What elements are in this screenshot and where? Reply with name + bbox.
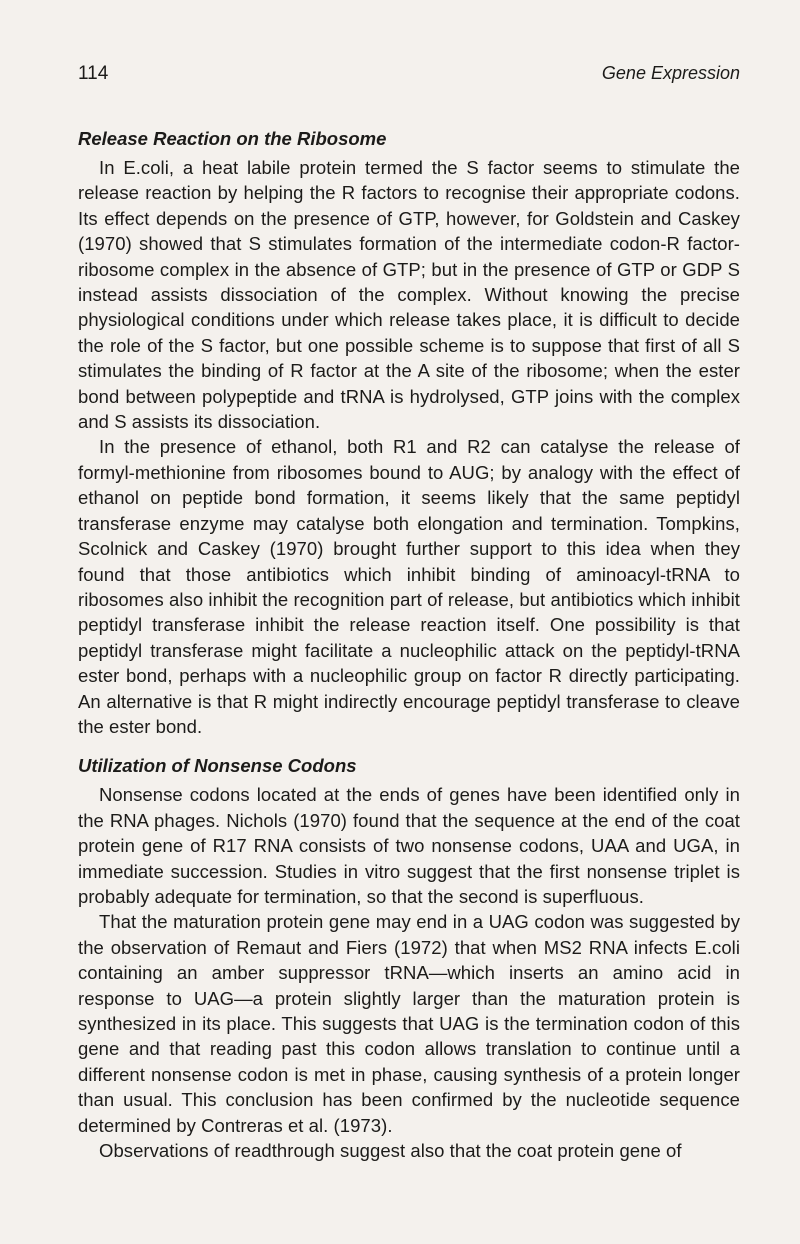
page-number: 114 <box>78 63 109 84</box>
paragraph: Observations of readthrough suggest also that the coat protein gene of <box>99 1140 682 1162</box>
section-release-reaction <box>78 126 740 739</box>
section-heading: Release Reaction on the Ribosome <box>78 128 387 149</box>
paragraph: Nonsense codons located at the ends of genes have been identified only in the RNA phages. Nichols (1970) found that the sequence at the end of the coat protein gene of R17 RNA consists of two nonsense codons, UAA and UGA, in immediate succession. Studies in vitro suggest that the first nonsense triplet is probably adequate for termination, so that the second is superfluous. <box>78 784 740 907</box>
paragraph: In E.coli, a heat labile protein termed the S factor seems to stimulate the release reaction by helping the R factors to recognise their appropriate codons. Its effect depends on the presence of GTP, however, for Goldstein and Caskey (1970) showed that S stimulates formation of the intermediate codon-R factor-ribosome complex in the absence of GTP; but in the presence of GTP or GDP S instead assists dissociation of the complex. Without knowing the precise physiological conditions under which release takes place, it is difficult to decide the role of the S factor, but one possible scheme is to suppose that first of all S stimulates the binding of R factor at the A site of the ribosome; when the ester bond between polypeptide and tRNA is hydrolysed, GTP joins with the complex and S assists its dissociation. <box>78 157 740 433</box>
section-nonsense-codons <box>78 753 740 1163</box>
section-heading: Utilization of Nonsense Codons <box>78 755 357 777</box>
chapter-title: Gene Expression <box>601 63 740 83</box>
paragraph: In the presence of ethanol, both R1 and R2 can catalyse the release of formyl-methionine from ribosomes bound to AUG; by analogy with the effect of ethanol on peptide bond formation, it seems likely that the same peptidyl transferase enzyme may catalyse both elongation and termination. Tompkins, Scolnick and Caskey (1970) brought further support to this idea when they found that those antibiotics which inhibit binding of aminoacyl-tRNA to ribosomes also inhibit the recognition part of release, but antibiotics which inhibit peptidyl transferase inhibit the release reaction itself. One possibility is that peptidyl transferase might facilitate a nucleophilic attack on the peptidyl-tRNA ester bond, perhaps with a nucleophilic group on factor R directly participating. An alternative is that R might indirectly encourage peptidyl transferase to cleave the ester bond. <box>78 436 740 737</box>
book-page <box>78 62 740 1163</box>
paragraph: That the maturation protein gene may end in a UAG codon was suggested by the observation of Remaut and Fiers (1972) that when MS2 RNA infects E.coli containing an amber suppressor tRNA—which inserts an amino acid in response to UAG—a protein slightly larger than the maturation protein is synthesized in its place. This suggests that UAG is the termination codon of this gene and that reading past this codon allows translation to continue until a different nonsense codon is met in phase, causing synthesis of a protein longer than usual. This conclusion has been confirmed by the nucleotide sequence determined by Contreras et al. (1973). <box>78 911 740 1136</box>
running-head <box>78 62 740 84</box>
